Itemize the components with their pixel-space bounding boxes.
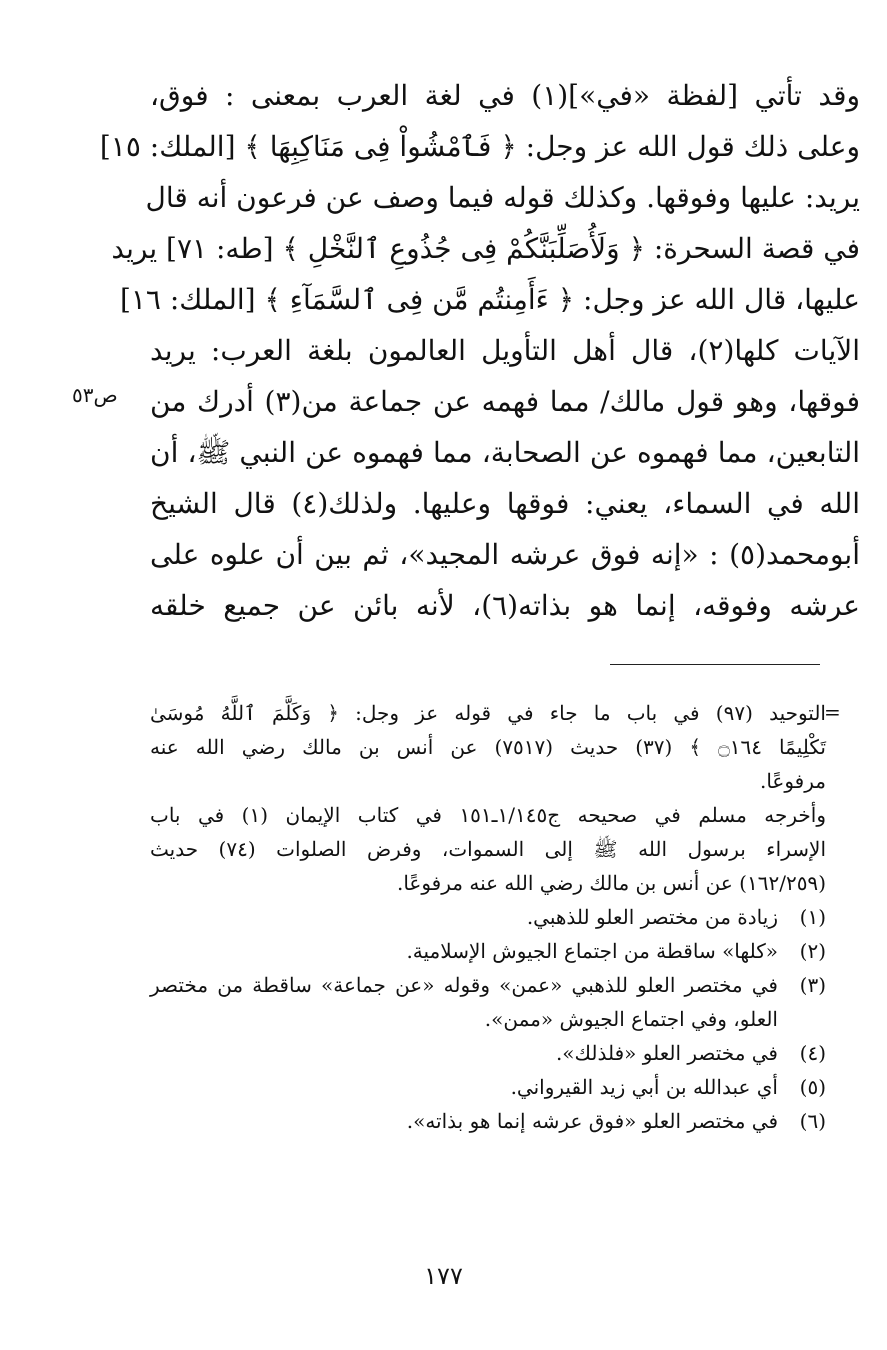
footnote-text: في مختصر العلو «فلذلك». [555, 1041, 778, 1065]
main-text-line: يريد: عليها وفوقها. وكذلك قوله فيما وصف عن فرعون أنه قال [145, 181, 860, 214]
footnote-number: (٢) [799, 939, 826, 963]
footnote-continuation-line: مرفوعًا. [759, 769, 826, 793]
main-text-line: عليها، قال الله عز وجل: ﴿ ءَأَمِنتُم مَّن فِى ٱلسَّمَآءِ ﴾ [الملك: ١٦] [119, 283, 860, 316]
footnote-item [150, 968, 826, 1036]
footnote-text: في مختصر العلو «فوق عرشه إنما هو بذاته». [406, 1109, 778, 1133]
main-text-block [99, 70, 860, 631]
footnote-item [150, 1036, 826, 1070]
footnote-continuation-mark: = [824, 700, 841, 724]
footnote-separator [610, 664, 820, 665]
footnote-number: (٦) [799, 1109, 826, 1133]
footnote-text: زيادة من مختصر العلو للذهبي. [526, 905, 778, 929]
footnote-text: في مختصر العلو للذهبي «عمن» وقوله «عن جماعة» ساقطة من مختصر [150, 973, 778, 997]
page-number: ١٧٧ [424, 1262, 463, 1290]
footnote-number: (١) [799, 905, 826, 929]
footnote-text: العلو، وفي اجتماع الجيوش «ممن». [484, 1007, 778, 1031]
main-text-line: التابعين، مما فهموه عن الصحابة، مما فهموه عن النبي ﷺ، أن [150, 436, 860, 469]
footnote-continuation-line: الإسراء برسول الله ﷺ إلى السموات، وفرض الصلوات (٧٤) حديث [150, 837, 826, 861]
main-text-line: وقد تأتي [لفظة «في»](١) في لغة العرب بمعنى : فوق، [150, 79, 860, 112]
footnote-number: (٤) [799, 1041, 826, 1065]
footnote-number: (٣) [799, 973, 826, 997]
margin-page-reference: ص٥٣ [72, 383, 118, 407]
footnote-item [150, 900, 826, 934]
main-text-line: أبومحمد(٥) : «إنه فوق عرشه المجيد»، ثم بين أن علوه على [150, 538, 860, 571]
footnote-text: أي عبدالله بن أبي زيد القيرواني. [510, 1075, 778, 1099]
footnote-continuation-line: وأخرجه مسلم في صحيحه ج١/١٤٥ـ١٥١ في كتاب الإيمان (١) في باب [150, 803, 826, 827]
footnotes-section [150, 696, 826, 1138]
footnote-continuation-line: التوحيد (٩٧) في باب ما جاء في قوله عز وجل: ﴿ وَكَلَّمَ ٱللَّهُ مُوسَىٰ [150, 701, 826, 725]
footnote-continuation-line: تَكْلِيمًا ۝١٦٤ ﴾ (٣٧) حديث (٧٥١٧) عن أنس بن مالك رضي الله عنه [150, 735, 826, 759]
footnote-item [150, 1104, 826, 1138]
footnote-text: «كلها» ساقطة من اجتماع الجيوش الإسلامية. [406, 939, 778, 963]
footnote-number: (٥) [799, 1075, 826, 1099]
footnote-item [150, 1070, 826, 1104]
main-text-line: الآيات كلها(٢)، قال أهل التأويل العالمون بلغة العرب: يريد [150, 334, 860, 367]
main-text-line: عرشه وفوقه، إنما هو بذاته(٦)، لأنه بائن عن جميع خلقه [150, 589, 860, 622]
main-text-line: الله في السماء، يعني: فوقها وعليها. ولذلك(٤) قال الشيخ [150, 487, 860, 520]
main-text-line: فوقها، وهو قول مالك/ مما فهمه عن جماعة من(٣) أدرك من [150, 385, 860, 418]
footnote-item [150, 934, 826, 968]
footnote-continuation-line: (١٦٢/٢٥٩) عن أنس بن مالك رضي الله عنه مرفوعًا. [396, 871, 826, 895]
main-text-line: وعلى ذلك قول الله عز وجل: ﴿ فَٱمْشُواْ فِى مَنَاكِبِهَا ﴾ [الملك: ١٥] [99, 130, 860, 163]
main-text-line: في قصة السحرة: ﴿ وَلَأُصَلِّبَنَّكُمْ فِى جُذُوعِ ٱلنَّخْلِ ﴾ [طه: ٧١] يريد [111, 232, 860, 265]
